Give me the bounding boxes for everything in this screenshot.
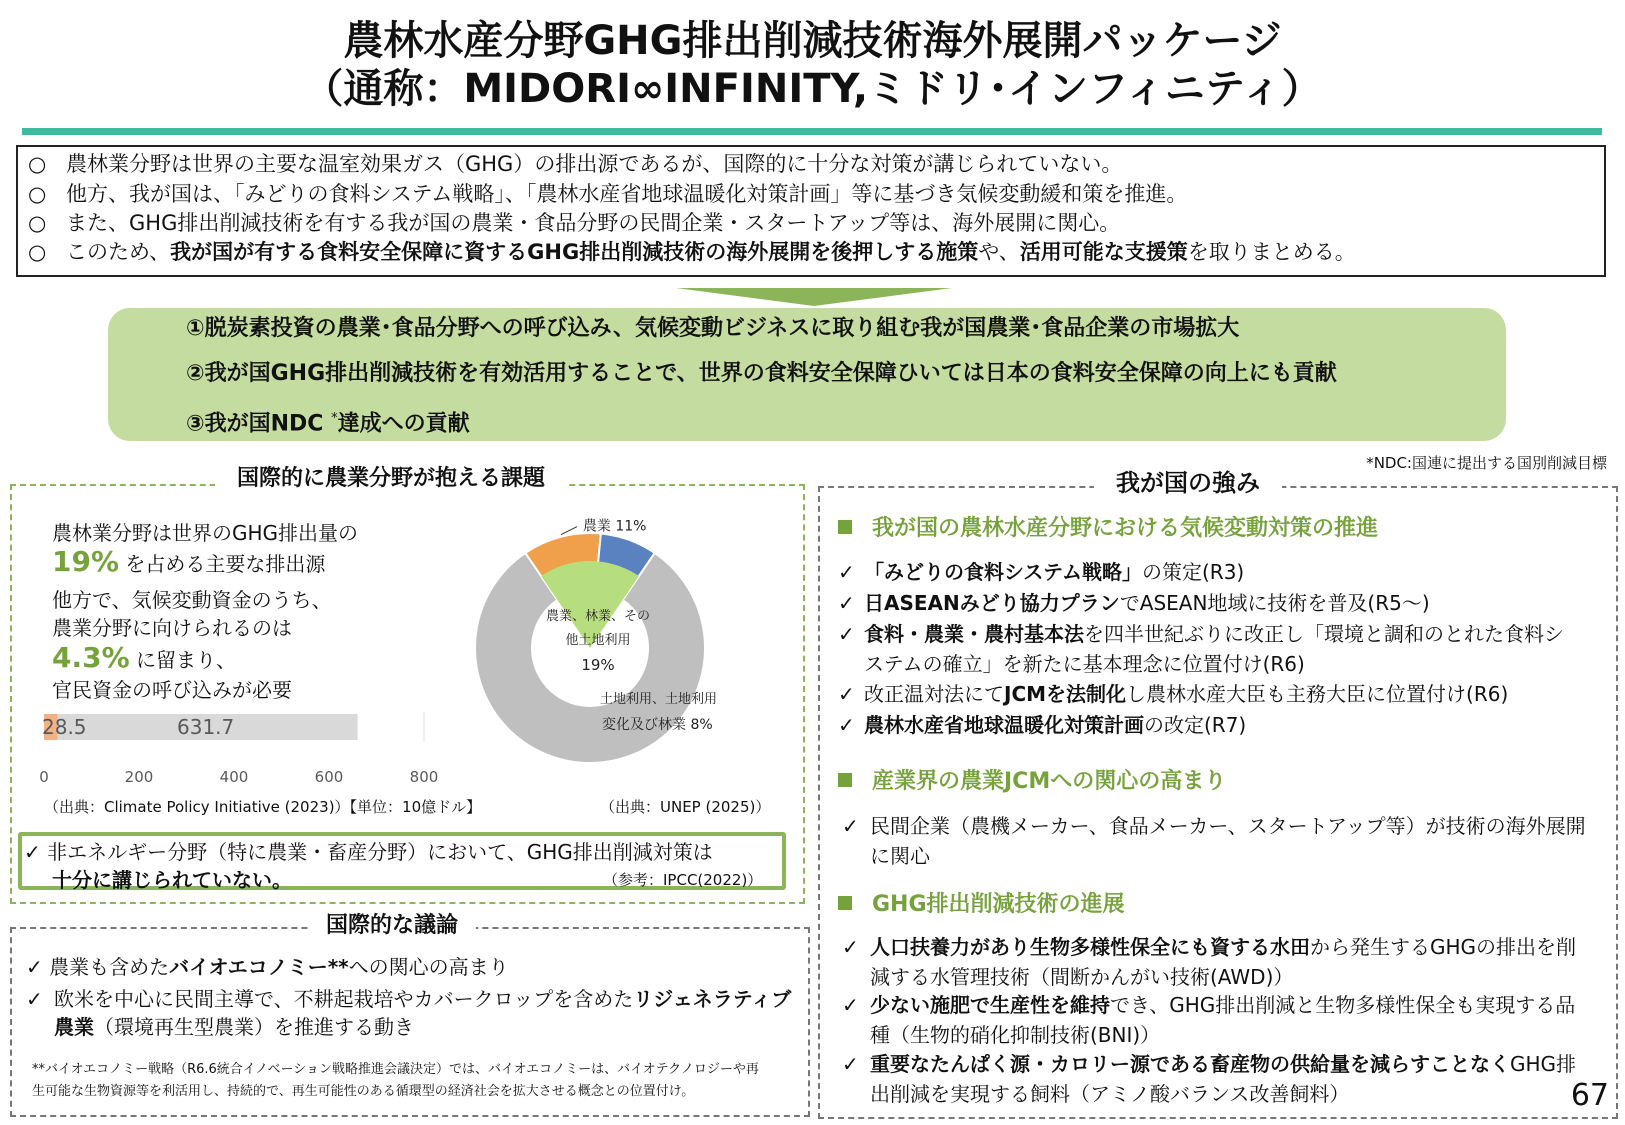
page-subtitle: （通称：MIDORI∞INFINITY,ミドリ･インフィニティ）: [303, 66, 1322, 112]
ndc-footnote: *NDC:国連に提出する国別削減目標: [1366, 454, 1607, 472]
bioeconomy-note-2: 生可能な生物資源等を利活用し、持続的で、再生可能性のある循環型の経済社会を拡大させる概念との位置付け。: [32, 1084, 695, 1099]
square-bullet-icon: [838, 896, 852, 910]
strength-item: ✓ 日ASEANみどり協力プランでASEAN地域に技術を普及(R5～): [838, 591, 1430, 615]
strength-item: ✓ 改正温対法にてJCMを法制化し農林水産大臣も主務大臣に位置付け(R6): [838, 682, 1509, 706]
strength-item: ✓ 農林水産省地球温暖化対策計画の改定(R7): [838, 713, 1247, 737]
finance-share-figure: 4.3%: [52, 641, 130, 674]
x-tick-label: 400: [219, 768, 249, 786]
intro-line: ○ また、GHG排出削減技術を有する我が国の農業・食品分野の民間企業・スタートアップ等は、海外展開に関心。: [28, 211, 1121, 235]
x-tick-label: 600: [314, 768, 344, 786]
goal-3: ③我が国NDC *達成への貢献: [186, 411, 470, 437]
bar-chart-source: （出典：Climate Policy Initiative (2023)）【単位：10億ドル】: [44, 798, 482, 816]
square-bullet-icon: [838, 773, 852, 787]
goals-box: [108, 308, 1506, 441]
bioeconomy-note-1: **バイオエコノミー戦略（R6.6統合イノベーション戦略推進会議決定）では、バイオエコノミーは、バイオテクノロジーや再: [32, 1062, 759, 1077]
intro-line: ○ 他方、我が国は、「みどりの食料システム戦略」、「農林水産省地球温暖化対策計画」等に基づき気候変動緩和策を推進。: [28, 182, 1188, 206]
challenge-text: 19% を占める主要な排出源: [52, 545, 326, 578]
emissions-donut-chart: [440, 518, 770, 778]
donut-center-label: 他土地利用: [565, 633, 631, 648]
callout-line-1: ✓ 非エネルギー分野（特に農業・畜産分野）において、GHG排出削減対策は: [24, 840, 713, 864]
discussion-item: ✓ 欧米を中心に民間主導で、不耕起栽培やカバークロップを含めたリジェネラティブ農業（環境再生型農業）を推進する動き: [26, 987, 792, 1039]
intro-line: ○ このため、我が国が有する食料安全保障に資するGHG排出削減技術の海外展開を後押しする施策や、活用可能な支援策を取りまとめる。: [28, 240, 1356, 264]
strengths-panel-title: 我が国の強み: [1094, 464, 1282, 502]
slice-label-agriculture: 農業 11%: [582, 518, 647, 535]
section-heading: GHG排出削減技術の進展: [838, 890, 1125, 920]
challenge-text: 4.3% に留まり、: [52, 641, 237, 674]
bar-data-label: 28.5: [42, 715, 87, 739]
challenge-text: 農林業分野は世界のGHG排出量の: [52, 521, 359, 545]
strength-item: ✓ 「みどりの食料システム戦略」の策定(R3): [838, 560, 1245, 584]
down-arrow-icon: [676, 288, 952, 306]
section-heading: 産業界の農業JCMへの関心の高まり: [838, 767, 1226, 797]
slice-label-lulucf: 変化及び林業 8%: [602, 717, 713, 733]
discussion-item: ✓ 農業も含めたバイオエコノミー**への関心の高まり: [26, 955, 509, 979]
goal-1: ①脱炭素投資の農業･食品分野への呼び込み、気候変動ビジネスに取り組む我が国農業･食品企業の市場拡大: [186, 316, 1240, 341]
x-tick-label: 0: [39, 768, 49, 786]
page-number: 67: [1570, 1078, 1609, 1113]
goal-2: ②我が国GHG排出削減技術を有効活用することで、世界の食料安全保障ひいては日本の食料安全保障の向上にも貢献: [186, 361, 1337, 386]
callout-source: （参考：IPCC(2022)）: [603, 871, 763, 889]
title-divider: [22, 128, 1602, 135]
ghg-share-figure: 19%: [52, 545, 120, 578]
challenge-text: 他方で、気候変動資金のうち、: [52, 588, 332, 612]
challenges-panel-title: 国際的に農業分野が抱える課題: [215, 462, 567, 496]
pie-chart-source: （出典：UNEP (2025)）: [600, 798, 771, 816]
callout-line-2: 十分に講じられていない。: [52, 868, 292, 892]
x-tick-label: 800: [409, 768, 439, 786]
bar-data-label: 631.7: [177, 715, 235, 739]
slice-label-lulucf: 土地利用、土地利用: [600, 692, 718, 707]
challenge-text: 官民資金の呼び込みが必要: [52, 678, 292, 702]
strength-item: ✓ 民間企業（農機メーカー、食品メーカー、スタートアップ等）が技術の海外展開に関心: [842, 814, 1586, 868]
strength-item: ✓ 重要なたんぱく源・カロリー源である畜産物の供給量を減らすことなくGHG排出削減を実現する飼料（アミノ酸バランス改善飼料）: [842, 1052, 1577, 1106]
donut-center-label: 農業、林業、その: [545, 609, 651, 624]
strength-item: ✓ 食料・農業・農村基本法を四半世紀ぶりに改正し「環境と調和のとれた食料システムの確立」を新たに基本理念に位置付け(R6): [838, 622, 1564, 676]
intro-line: ○ 農林業分野は世界の主要な温室効果ガス（GHG）の排出源であるが、国際的に十分な対策が講じられていない。: [28, 152, 1123, 176]
section-heading: 我が国の農林水産分野における気候変動対策の推進: [838, 514, 1378, 544]
challenge-text: 農業分野に向けられるのは: [52, 616, 292, 640]
strength-item: ✓ 少ない施肥で生産性を維持でき、GHG排出削減と生物多様性保全も実現する品種（生物的硝化抑制技術(BNI)）: [842, 993, 1576, 1047]
discussion-panel-title: 国際的な議論: [308, 909, 476, 943]
page-title: 農林水産分野GHG排出削減技術海外展開パッケージ: [343, 18, 1282, 64]
strength-item: ✓ 人口扶養力があり生物多様性保全にも資する水田から発生するGHGの排出を削減する水管理技術（間断かんがい技術(AWD)）: [842, 935, 1577, 989]
finance-bar-chart: [30, 712, 450, 792]
square-bullet-icon: [838, 520, 852, 534]
donut-center-label: 19%: [581, 656, 615, 674]
intro-box: [16, 145, 1606, 277]
x-tick-label: 200: [124, 768, 154, 786]
